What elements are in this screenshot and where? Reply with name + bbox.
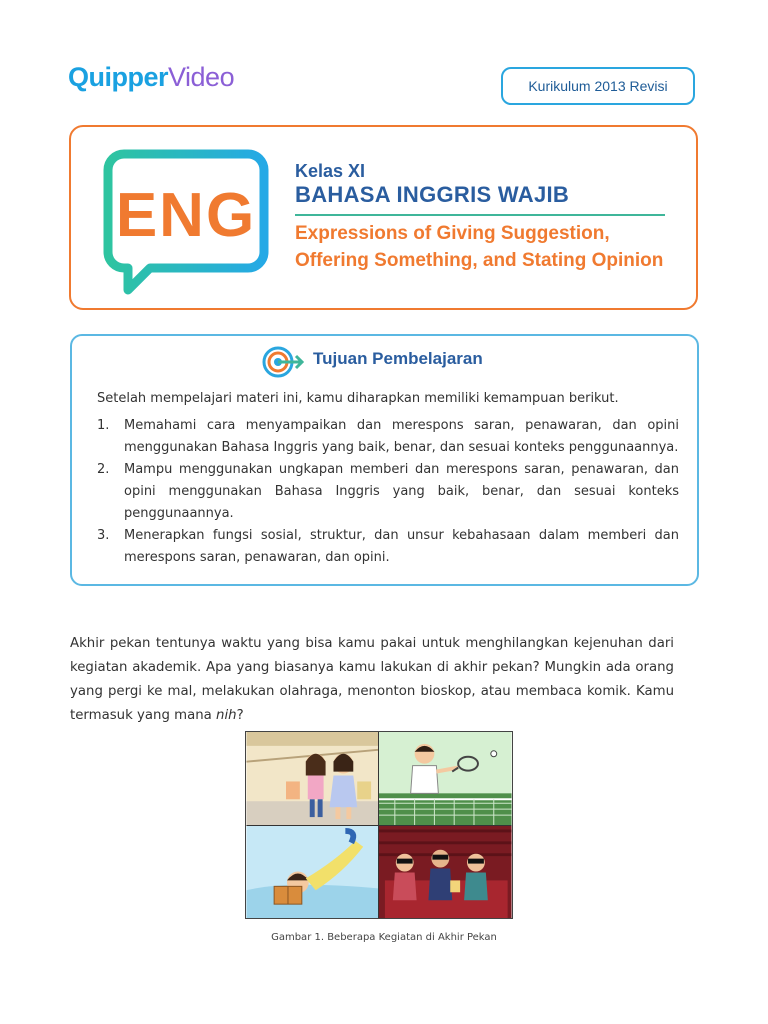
- quipper-video-logo: [68, 62, 234, 93]
- panel-reading-comic: [246, 826, 378, 918]
- panel-cinema: [379, 826, 512, 918]
- panel-badminton: [379, 732, 512, 825]
- paragraph-text: Akhir pekan tentunya waktu yang bisa kamu pakai untuk menghilangkan kejenuhan dari kegiatan akademik. Apa yang biasanya kamu lakukan di akhir pekan? Mungkin ada orang yang pergi ke mal, melakukan olahraga, menonton bioskop, atau membaca komik. Kamu termasuk yang mana: [70, 636, 674, 724]
- learning-goals-title: Tujuan Pembelajaran: [313, 349, 483, 368]
- intro-paragraph: [70, 632, 674, 728]
- list-item-number: 1.: [97, 418, 110, 433]
- curriculum-badge: [501, 67, 695, 105]
- weekend-activities-figure: [245, 731, 513, 919]
- eng-icon-text: ENG: [115, 181, 257, 250]
- list-item: [97, 415, 679, 459]
- target-arrow-icon: [262, 346, 304, 378]
- learning-goals-intro: Setelah mempelajari materi ini, kamu diharapkan memiliki kemampuan berikut.: [97, 391, 619, 406]
- learning-goals-list: [97, 415, 679, 569]
- list-item: [97, 459, 679, 525]
- curriculum-badge-label: Kurikulum 2013 Revisi: [528, 78, 668, 94]
- list-item-text: Menerapkan fungsi sosial, struktur, dan unsur kebahasaan dalam memberi dan merespons saran, penawaran, dan opini.: [124, 528, 679, 565]
- paragraph-italic: nih: [216, 708, 237, 724]
- figure-caption: Gambar 1. Beberapa Kegiatan di Akhir Pekan: [271, 932, 497, 943]
- panel-mall-shopping: [246, 732, 378, 825]
- list-item-text: Mampu menggunakan ungkapan memberi dan merespons saran, penawaran, dan opini menggunakan Bahasa Inggris yang baik, benar, dan sesuai konteks penggunaannya.: [124, 462, 679, 521]
- subject-title: BAHASA INGGRIS WAJIB: [295, 182, 570, 207]
- topic-title: Expressions of Giving Suggestion, Offering Something, and Stating Opinion: [295, 223, 664, 271]
- paragraph-end: ?: [236, 708, 244, 724]
- header-divider: [295, 214, 665, 216]
- list-item: [97, 525, 679, 569]
- logo-video-text: Video: [168, 62, 235, 92]
- list-item-text: Memahami cara menyampaikan dan merespons saran, penawaran, dan opini menggunakan Bahasa Inggris yang baik, benar, dan sesuai konteks penggunaannya.: [124, 418, 679, 455]
- eng-speech-bubble-icon: [102, 148, 270, 296]
- list-item-number: 2.: [97, 462, 110, 477]
- class-label: Kelas XI: [295, 161, 366, 181]
- list-item-number: 3.: [97, 528, 110, 543]
- logo-quipper-text: Quipper: [68, 62, 169, 92]
